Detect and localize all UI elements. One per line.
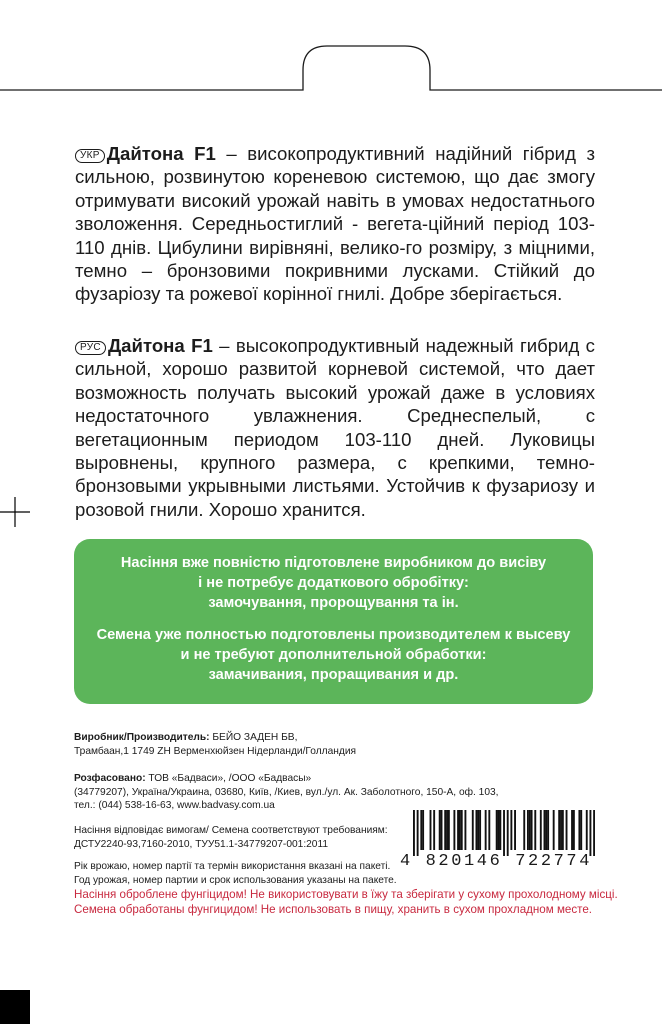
seed-notice-rus-line: Семена уже полностью подготовлены производителем к высеву [96,627,571,643]
barcode-bar [496,810,498,850]
product-name: Дайтона F1 [106,143,216,164]
barcode-bar [562,810,564,850]
barcode-bar [527,810,529,850]
barcode-bar [593,810,595,856]
packer-contacts: тел.: (044) 538-16-63, www.badvasy.com.ua [74,800,275,811]
registration-crosshair-icon [0,497,30,527]
barcode-bar [531,810,533,850]
description-text: – высокопродуктивный надежный гибрид с сильной, хорошо развитой корневой системой, что дает возможность получать высокий урожай даже в условиях недостаточного увлажнения. Среднеспелый, с вегетационным периодом 103-110 дней. Луковицы выровнены, крупного размера, с крепкими, темно-бронзовыми укрывными листьями. Устойчив к фузариозу и розовой гнили. Хорошо хранится. [75,335,595,520]
harvest-info [74,860,397,887]
barcode-bar [417,810,419,856]
lang-badge-ukr: УКР [75,149,105,163]
barcode-bar [566,810,568,850]
barcode-bar [476,810,478,850]
corner-registration-mark [0,990,30,1024]
barcode-bar [441,810,443,850]
barcode-bar [573,810,575,850]
barcode-bar [488,810,490,850]
barcode-bar [578,810,580,850]
seed-notice-rus-line: замачивания, проращивания и др. [208,667,459,683]
standards-info [74,824,388,851]
barcode-bar [571,810,573,850]
manufacturer-name: БЕЙО ЗАДЕН БВ, [209,732,298,743]
barcode-bar [448,810,450,850]
barcode-bar [514,810,516,850]
barcode-bar [459,810,461,850]
packer-info [74,772,499,813]
seed-notice-ukr-line: замочування, пророщування та ін. [208,595,459,611]
barcode-bar [430,810,432,850]
seed-notice-ukr-line: Насіння вже повністю підготовлене виробником до висіву [120,555,547,571]
seed-notice-ukr-line: і не потребує додаткового обробітку: [198,575,469,591]
barcode-bar [547,810,549,850]
barcode-bar [485,810,487,850]
manufacturer-address: Трамбаан,1 1749 ZH Верменхюйзен Нідерланди/Голландия [74,745,357,757]
product-name: Дайтона F1 [107,335,213,356]
barcode-bar [477,810,479,850]
barcode-bar [534,810,536,850]
fungicide-warning [74,887,618,917]
barcode-bar [413,810,415,856]
manufacturer-info [74,731,356,758]
packer-label: Розфасовано: [74,773,146,784]
standards-line: ДСТУ2240-93,7160-2010, ТУУ51.1-34779207-001:2011 [74,838,329,850]
barcode-bar [503,810,505,856]
barcode-bar [580,810,582,850]
barcode-bar [589,810,591,856]
barcode-bar [422,810,424,850]
barcode-bar [479,810,481,850]
barcode-bar [461,810,463,850]
warning-ukr: Насіння оброблене фунгіцидом! Не використовувати в їжу та зберігати у сухому прохолодному місці. [74,888,618,901]
barcode-bar [545,810,547,850]
description-russian [75,334,595,521]
barcode-bar [444,810,446,850]
barcode-bar [472,810,474,850]
barcode-bar [499,810,501,850]
warning-rus: Семена обработаны фунгицидом! Не использовать в пищу, хранить в сухом прохладном месте. [74,903,593,916]
barcode-bar [540,810,542,850]
packer-name: ТОВ «Бадваси», /ООО «Бадвасы» [145,773,312,784]
barcode-bar [457,810,459,850]
manufacturer-label: Виробник/Производитель: [74,732,210,743]
barcode-bar [558,810,560,850]
barcode-bar [464,810,466,850]
seed-notice-rus-line: и не требуют дополнительной обработки: [180,647,487,663]
barcode-bar [586,810,588,850]
barcode-bar [560,810,562,850]
packer-address: (34779207), Україна/Украина, 03680, Київ, /Киев, вул./ул. Ак. Заболотного, 150-А, оф. 103, [74,786,499,798]
description-text: – високопродуктивний надійний гібрид з сильною, розвинутою кореневою системою, що дає змогу отримувати високий урожай навіть в умовах недостатнього зволоження. Середньостиглий - вегета-ційний період 103-110 днів. Цибулини вирівняні, велико-го розміру, з міцними, темно – бронзовими покривними лусками. Стійкий до фузаріозу та рожевої корінної гнилі. Добре зберігається. [75,143,595,305]
barcode-bar [446,810,448,850]
barcode-bar [439,810,441,850]
barcode-bar [420,810,422,850]
barcode-bar [433,810,435,850]
description-ukrainian [75,142,595,306]
standards-line: Насіння відповідає вимогам/ Семена соответствуют требованиям: [74,825,388,836]
barcode-bar [544,810,546,850]
barcode-bar [553,810,555,850]
barcode-bar [529,810,531,850]
barcode-bar [510,810,512,850]
harvest-line: Рік врожаю, номер партії та термін використання вказані на пакеті. [74,861,391,872]
barcode-bar [498,810,500,850]
harvest-line: Год урожая, номер партии и срок использования указаны на пакете. [74,874,397,886]
barcode-bar [507,810,509,856]
hang-hole-outline [0,0,662,140]
barcode-digits: 4 820146 722774 [400,852,593,871]
barcode-bar [453,810,455,850]
barcode-bar [523,810,525,850]
lang-badge-rus: РУС [75,341,106,355]
seed-notice-box [74,539,593,704]
